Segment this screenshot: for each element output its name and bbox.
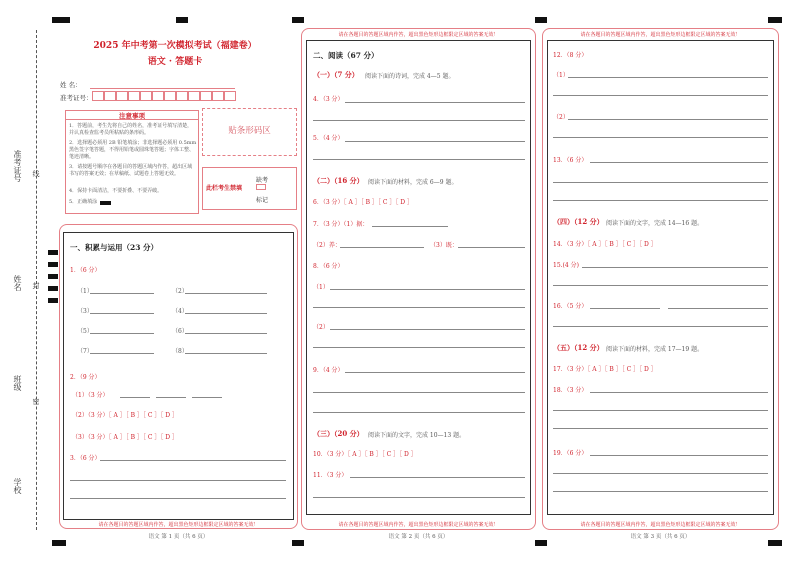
q2-1-blank-a[interactable] bbox=[120, 397, 150, 398]
q8-2-label: （2） bbox=[313, 324, 329, 331]
passage-2-desc: 阅读下面的材料，完成 6—9 题。 bbox=[368, 179, 458, 186]
passage-4-desc: 阅读下面的文字，完成 14—16 题。 bbox=[606, 220, 704, 227]
answer-line[interactable] bbox=[350, 477, 525, 478]
answer-line[interactable] bbox=[590, 455, 768, 456]
q1-blank-1[interactable] bbox=[90, 293, 154, 294]
notice-item-5: 5．正确填涂 bbox=[69, 199, 98, 205]
q15-label: 15.(4 分) bbox=[553, 262, 579, 269]
q5-label: 5．（4 分） bbox=[313, 135, 344, 142]
q1-blank-8[interactable] bbox=[185, 353, 267, 354]
q7-1-blank[interactable] bbox=[372, 226, 448, 227]
registration-mark bbox=[292, 540, 304, 546]
q1-blank-4-label: （4） bbox=[172, 308, 188, 315]
answer-line[interactable] bbox=[553, 410, 768, 411]
q2-1-label: （1）（3 分） bbox=[72, 392, 109, 399]
passage-1-title: （一）（7 分） bbox=[313, 70, 359, 79]
q2-3-choices[interactable]: （3）（3 分）［ A ］［ B ］［ C ］［ D ］ bbox=[72, 434, 178, 441]
page-3-answer-area bbox=[547, 40, 774, 515]
answer-line[interactable] bbox=[553, 95, 768, 96]
registration-mark bbox=[768, 540, 782, 546]
timing-mark bbox=[48, 250, 58, 255]
q11-label: 11．（3 分） bbox=[313, 472, 348, 479]
answer-line[interactable] bbox=[553, 428, 768, 429]
q2-2-choices[interactable]: （2）（3 分）［ A ］［ B ］［ C ］［ D ］ bbox=[72, 412, 178, 419]
registration-mark bbox=[535, 540, 547, 546]
answer-line[interactable] bbox=[668, 308, 768, 309]
page-3-warning-top: 请在各题目的答题区域内作答，超出黑色矩形边框限定区域的答案无效！ bbox=[580, 32, 741, 38]
answer-line[interactable] bbox=[590, 162, 768, 163]
q8-label: 8．（6 分） bbox=[313, 263, 344, 270]
binding-line bbox=[36, 30, 37, 530]
answer-line[interactable] bbox=[313, 497, 525, 498]
answer-line[interactable] bbox=[313, 347, 525, 348]
name-label: 姓 名： bbox=[60, 81, 82, 89]
binding-class: 班级 bbox=[13, 375, 22, 391]
q8-1-label: （1） bbox=[313, 284, 329, 291]
q2-label: 2．（9 分） bbox=[70, 374, 101, 381]
q1-label: 1．（6 分） bbox=[70, 267, 101, 274]
answer-line[interactable] bbox=[553, 137, 768, 138]
q10-choices[interactable]: 10．（3 分）［ A ］［ B ］［ C ］［ D ］ bbox=[313, 451, 417, 458]
q1-blank-8-label: （8） bbox=[172, 348, 188, 355]
q16-label: 16．（5 分） bbox=[553, 303, 588, 310]
q4-label: 4．（3 分） bbox=[313, 96, 344, 103]
section-1-title: 一、积累与运用（23 分） bbox=[70, 243, 159, 252]
passage-1-desc: 阅读下面的诗词，完成 4—5 题。 bbox=[365, 73, 455, 80]
page-2-warning: 请在各题目的答题区域内作答，超出黑色矩形边框限定区域的答案无效！ bbox=[338, 522, 499, 528]
answer-line[interactable] bbox=[313, 392, 525, 393]
registration-mark bbox=[176, 17, 188, 23]
binding-school: 学校 bbox=[13, 478, 22, 494]
q19-label: 19．（6 分） bbox=[553, 450, 588, 457]
registration-mark bbox=[292, 17, 304, 23]
page-subtitle: 语文 · 答题卡 bbox=[147, 57, 203, 67]
passage-5-desc: 阅读下面的材料，完成 17—19 题。 bbox=[606, 346, 704, 353]
answer-line[interactable] bbox=[553, 200, 768, 201]
answer-line[interactable] bbox=[553, 491, 768, 492]
page-2-answer-area bbox=[306, 40, 531, 515]
binding-line-label: 线 bbox=[32, 170, 40, 177]
exam-id-boxes[interactable] bbox=[92, 91, 236, 101]
answer-line[interactable] bbox=[590, 392, 768, 393]
binding-exam-id: 准考证号 bbox=[13, 150, 22, 182]
absent-checkbox[interactable] bbox=[256, 184, 266, 190]
passage-4-title: （四）（12 分） bbox=[553, 217, 604, 226]
section-2-title: 二、阅读（67 分） bbox=[313, 51, 379, 60]
passage-3-desc: 阅读下面的文字，完成 10—13 题。 bbox=[368, 432, 466, 439]
answer-line[interactable] bbox=[313, 307, 525, 308]
answer-line[interactable] bbox=[590, 308, 660, 309]
page-2-footer: 语文 第 2 页（共 6 页） bbox=[388, 534, 449, 540]
answer-line[interactable] bbox=[100, 460, 286, 461]
q12-1-label: （1） bbox=[553, 72, 569, 79]
binding-secret-label: 密 bbox=[32, 398, 40, 405]
q1-blank-1-label: （1） bbox=[77, 288, 93, 295]
timing-mark bbox=[48, 298, 58, 303]
q7-2-blank[interactable] bbox=[340, 247, 424, 248]
page-title: 2025 年中考第一次模拟考试（福建卷） bbox=[93, 41, 257, 51]
answer-line[interactable] bbox=[330, 289, 525, 290]
binding-name: 姓名 bbox=[13, 275, 22, 291]
timing-mark bbox=[48, 262, 58, 267]
exam-id-label: 准考证号： bbox=[60, 94, 93, 102]
answer-line[interactable] bbox=[345, 102, 525, 103]
answer-line[interactable] bbox=[553, 285, 768, 286]
page-3-footer: 语文 第 3 页（共 6 页） bbox=[630, 534, 691, 540]
q1-blank-4[interactable] bbox=[185, 313, 267, 314]
answer-line[interactable] bbox=[313, 412, 525, 413]
q1-blank-7[interactable] bbox=[90, 353, 154, 354]
answer-line[interactable] bbox=[568, 119, 768, 120]
page-1-warning: 请在各题目的答题区域内作答，超出黑色矩形边框限定区域的答案无效！ bbox=[98, 522, 259, 528]
answer-line[interactable] bbox=[70, 480, 286, 481]
q1-blank-2[interactable] bbox=[185, 293, 267, 294]
registration-mark bbox=[52, 17, 70, 23]
q1-blank-2-label: （2） bbox=[172, 288, 188, 295]
q9-label: 9．（4 分） bbox=[313, 367, 344, 374]
answer-line[interactable] bbox=[345, 141, 525, 142]
q1-blank-3[interactable] bbox=[90, 313, 154, 314]
q6-choices[interactable]: 6．（3 分）［ A ］［ B ］［ C ］［ D ］ bbox=[313, 199, 413, 206]
name-field[interactable] bbox=[90, 88, 235, 89]
notice-item-3: 3．请按题号顺序在各题目的答题区域内作答，超出区域书写的答案无效；在草稿纸、试题卷上答题无效。 bbox=[69, 164, 193, 177]
answer-line[interactable] bbox=[553, 473, 768, 474]
registration-mark bbox=[535, 17, 547, 23]
barcode-label: 贴条形码区 bbox=[228, 126, 271, 136]
q1-blank-6[interactable] bbox=[185, 333, 267, 334]
filled-sample bbox=[100, 201, 111, 205]
page-2-warning-top: 请在各题目的答题区域内作答，超出黑色矩形边框限定区域的答案无效！ bbox=[338, 32, 499, 38]
q12-label: 12．（8 分） bbox=[553, 52, 588, 59]
registration-mark bbox=[768, 17, 782, 23]
passage-2-title: （二）（16 分） bbox=[313, 176, 364, 185]
page-3-warning: 请在各题目的答题区域内作答，超出黑色矩形边框限定区域的答案无效！ bbox=[580, 522, 741, 528]
answer-line[interactable] bbox=[345, 372, 525, 373]
answer-line[interactable] bbox=[553, 326, 768, 327]
notice-item-2: 2．选择题必须用 2B 铅笔填涂；非选择题必须用 0.5mm 黑色签字笔答题，不得用铅笔或圆珠笔答题；字体工整、笔迹清晰。 bbox=[69, 140, 197, 160]
notice-item-4: 4．保持卡面清洁，不要折叠、不要弄破。 bbox=[69, 188, 163, 194]
q2-1-blank-c[interactable] bbox=[192, 397, 222, 398]
q2-1-blank-b[interactable] bbox=[156, 397, 186, 398]
q18-label: 18．（3 分） bbox=[553, 387, 588, 394]
q13-label: 13．（6 分） bbox=[553, 157, 588, 164]
binding-seal-label: 封 bbox=[32, 282, 40, 289]
absent-mark2: 标记 bbox=[256, 197, 269, 204]
answer-line[interactable] bbox=[553, 182, 768, 183]
answer-line[interactable] bbox=[582, 267, 768, 268]
q1-blank-7-label: （7） bbox=[77, 348, 93, 355]
q7-2-label: （2）养： bbox=[313, 242, 341, 249]
q12-2-label: （2） bbox=[553, 114, 569, 121]
q1-blank-6-label: （6） bbox=[172, 328, 188, 335]
q1-blank-3-label: （3） bbox=[77, 308, 93, 315]
q17-choices[interactable]: 17．（3 分）［ A ］［ B ］［ C ］［ D ］ bbox=[553, 366, 657, 373]
answer-line[interactable] bbox=[70, 498, 286, 499]
answer-line[interactable] bbox=[568, 77, 768, 78]
notice-item-1: 1．答题前，考生先将自己的姓名，准考证号填写清楚，并认真检查监考员所粘贴的条形码。 bbox=[69, 123, 193, 136]
absent-mark1: 缺考 bbox=[256, 177, 269, 184]
q7-3-blank[interactable] bbox=[458, 247, 525, 248]
absent-label: 此栏考生禁填 bbox=[206, 185, 243, 192]
q3-label: 3．（6 分） bbox=[70, 455, 101, 462]
answer-line[interactable] bbox=[313, 159, 525, 160]
q1-blank-5-label: （5） bbox=[77, 328, 93, 335]
q14-choices[interactable]: 14．（3 分）［ A ］［ B ］［ C ］［ D ］ bbox=[553, 241, 657, 248]
q7-3-label: （3）既： bbox=[430, 242, 458, 249]
passage-5-title: （五）（12 分） bbox=[553, 343, 604, 352]
answer-line[interactable] bbox=[330, 329, 525, 330]
passage-3-title: （三）（20 分） bbox=[313, 429, 364, 438]
page-1-footer: 语文 第 1 页（共 6 页） bbox=[148, 534, 209, 540]
notice-title: 注意事项 bbox=[119, 112, 145, 120]
q1-blank-5[interactable] bbox=[90, 333, 154, 334]
registration-mark bbox=[52, 540, 66, 546]
answer-line[interactable] bbox=[313, 120, 525, 121]
timing-mark bbox=[48, 286, 58, 291]
timing-mark bbox=[48, 274, 58, 279]
q7-1-label: 7．（3 分）（1）据： bbox=[313, 221, 369, 228]
